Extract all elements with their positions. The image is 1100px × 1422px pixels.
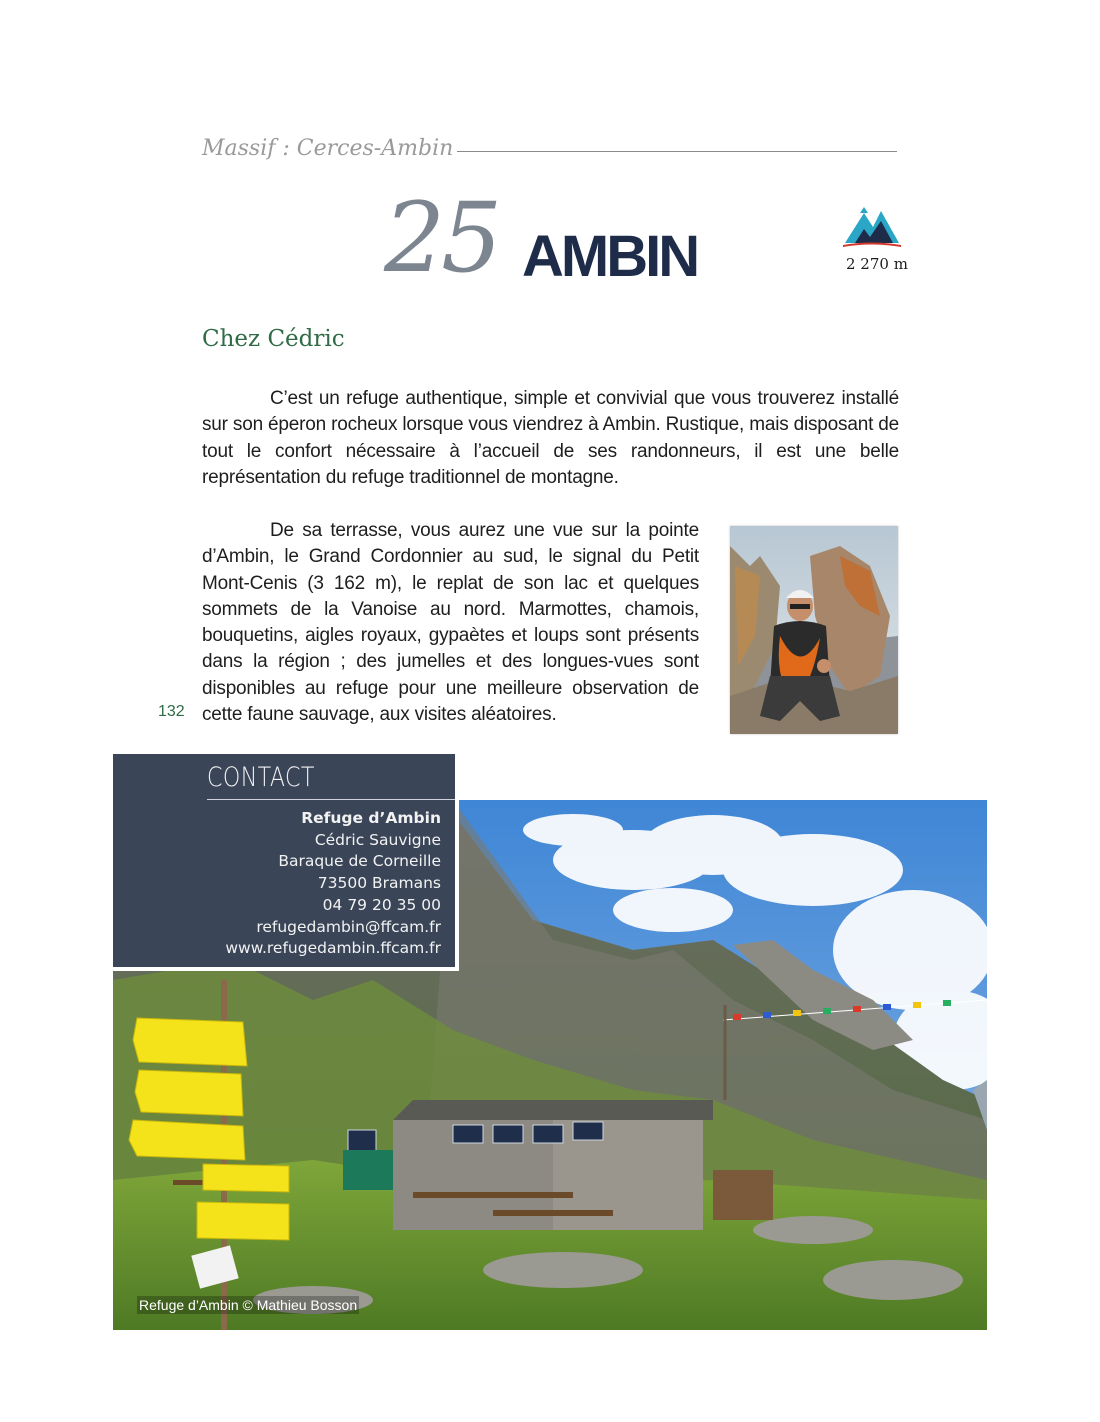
photo-caption: Refuge d’Ambin © Mathieu Bosson bbox=[139, 1297, 358, 1313]
contact-phone[interactable]: 04 79 20 35 00 bbox=[322, 895, 441, 914]
paragraph-2: De sa terrasse, vous aurez une vue sur la pointe d’Ambin, le Grand Cordonnier au sud, le signal du Petit Mont-Cenis (3 162 m), le replat de son lac et quelques sommets de la Vanoise au nord. Marmottes, chamois, bouquetins, aigles royaux, gypaètes et loups sont présents dans la région ; des jumelles et des longues-vues sont disponibles au refuge pour une meilleure observation de cette faune sauvage, aux visites aléatoires. bbox=[202, 520, 699, 726]
contact-website-link[interactable]: www.refugedambin.ffcam.fr bbox=[225, 939, 441, 958]
page-number: 132 bbox=[158, 703, 185, 720]
mountain-icon bbox=[843, 207, 901, 249]
subtitle: Chez Cédric bbox=[202, 326, 345, 352]
contact-address: Baraque de Corneille bbox=[278, 852, 441, 871]
contact-email-link[interactable]: refugedambin@ffcam.fr bbox=[256, 917, 441, 936]
massif-rule bbox=[457, 151, 897, 152]
portrait-photo bbox=[730, 526, 898, 734]
contact-divider bbox=[207, 799, 455, 800]
massif-label: Massif : Cerces-Ambin bbox=[202, 136, 454, 161]
paragraph-1: C’est un refuge authentique, simple et convivial que vous trouverez installé sur son éperon rocheux lorsque vous viendrez à Ambin. Rustique, mais disposant de tout le confort nécessaire à l’accueil de ses randonneurs, il est une belle représentation du refuge traditionnel de montagne. bbox=[202, 388, 899, 488]
contact-refuge-name: Refuge d’Ambin bbox=[301, 809, 441, 827]
route-number: 25 bbox=[384, 182, 499, 294]
contact-box bbox=[113, 754, 459, 971]
contact-person: Cédric Sauvigne bbox=[314, 830, 441, 849]
contact-heading: CONTACT bbox=[207, 762, 315, 793]
altitude: 2 270 m bbox=[846, 255, 908, 273]
contact-details bbox=[225, 808, 441, 960]
route-title: AMBIN bbox=[522, 224, 698, 289]
contact-city: 73500 Bramans bbox=[317, 874, 441, 893]
climber-illustration bbox=[730, 526, 898, 734]
